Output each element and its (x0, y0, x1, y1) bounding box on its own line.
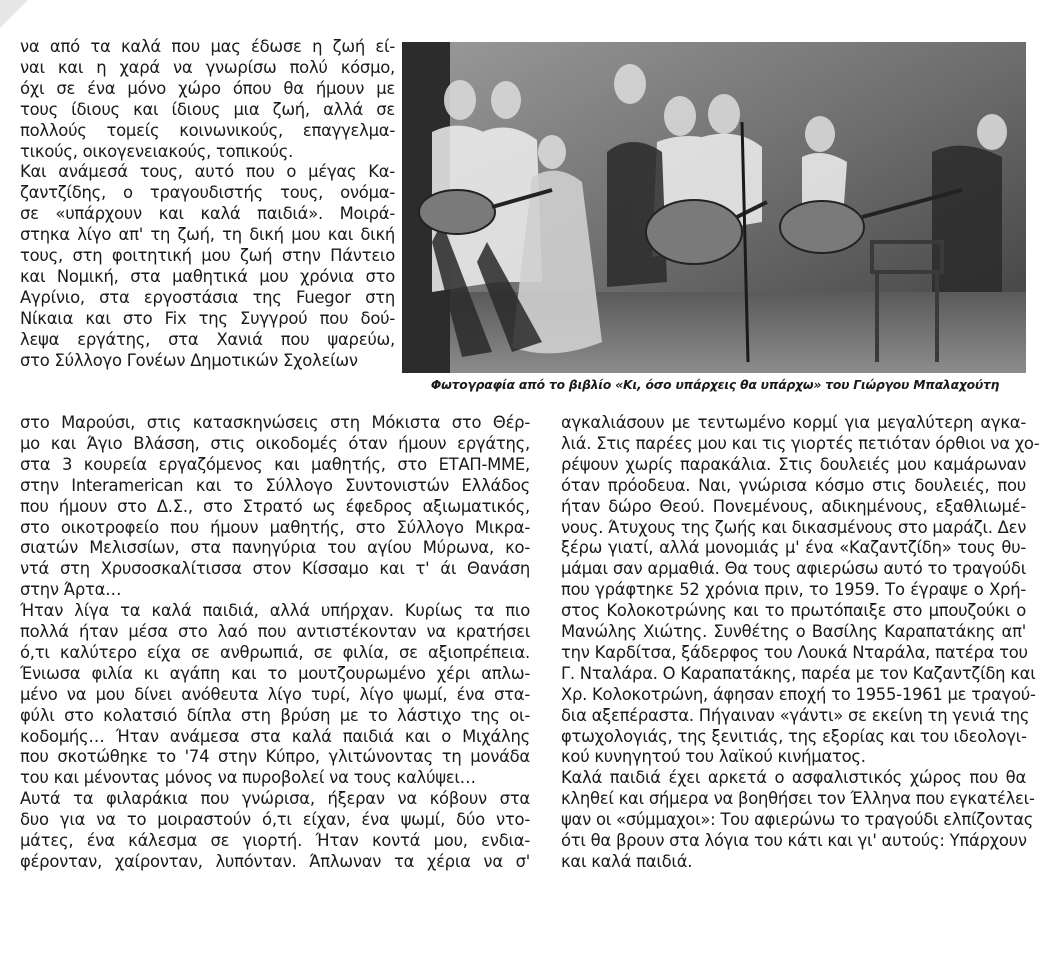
text-line: την Καρδίτσα, ξάδερφος του Λουκά Νταράλα, πατέρα του (561, 642, 1028, 662)
text-line: κοδομής… Ήταν ανάμεσα στα καλά παιδιά και ο Μιχάλης (20, 726, 530, 746)
text-line: στος Κολοκοτρώνης και το πρωτόπαιξε στο μπουζούκι ο (561, 601, 1026, 621)
text-line: Νίκαια και στο Fix της Συγγρού που δού- (20, 308, 395, 328)
text-line: στο οικοτροφείο που ήμουν μαθητής, στο Σύλλογο Μικρα- (20, 517, 530, 537)
text-line: στο Μαρούσι, στις κατασκηνώσεις στη Μόκιστα στο Θέρ- (20, 413, 530, 432)
text-line: ό,τι καλύτερο είχα σε ανθρωπιά, σε φιλία, σε αξιοπρέπεια. (20, 642, 530, 662)
text-line: Αγρίνιο, στα εργοστάσια της Fuegor στη (20, 287, 395, 307)
text-line: λεψα εργάτης, στα Χανιά που ψαρεύω, (20, 329, 395, 349)
group-photo (402, 42, 1026, 373)
text-line: Γ. Νταλάρα. Ο Καραπατάκης, παρέα με τον Καζαντζίδη και (561, 663, 1036, 683)
text-line: πολλά ήταν μέσα στο λαό που αντιστέκονταν να κρατήσει (20, 622, 530, 641)
text-line: Καλά παιδιά έχει αρκετά ο ασφαλιστικός χώρος που θα (561, 768, 1026, 788)
text-line: μάμαι σαν αρμαθιά. Θα τους αφιερώσω αυτό το τραγούδι (561, 559, 1026, 579)
text-line: στα 3 κουρεία εργαζόμενος και μαθητής, στο ΕΤΑΠ-ΜΜΕ, (20, 454, 530, 474)
text-line: μένο να μου δίνει ανόθευτα λίγο τυρί, λίγο ψωμί, ένα στα- (20, 684, 530, 704)
text-line: ότι θα βρουν στα λόγια του κάτι και γι' αυτούς: Υπάρχουν (561, 831, 1027, 850)
text-line: και Νομική, στα μαθητικά μου χρόνια στο (20, 266, 395, 286)
photo-caption: Φωτογραφία από το βιβλίο «Κι, όσο υπάρχεις θα υπάρχω» του Γιώργου Μπαλαχούτη (430, 378, 1000, 392)
text-line: μάτες, ένα κάλεσμα σε γιορτή. Ήταν κοντά μου, ενδια- (20, 831, 530, 850)
text-line: μο και Άγιο Βλάσση, στις οικοδομές όταν ήμουν εργάτης, (20, 433, 530, 453)
text-line: ξέρω γιατί, αλλά μονομιάς μ' ένα «Καζαντζίδη» τους θυ- (561, 538, 1026, 558)
text-line: Μανώλης Χιώτης. Συνθέτης ο Βασίλης Καραπατάκης απ' (561, 622, 1026, 641)
text-line: φέρονταν, χαίρονταν, λυπόνταν. Άπλωναν τα χέρια να σ' (20, 851, 530, 871)
text-line: του και μένοντας μόνος να πυροβολεί να τους καλύψει… (20, 768, 476, 788)
photo-illustration (402, 42, 1026, 373)
text-line: στην Interamerican και το Σύλλογο Συντονιστών Ελλάδος (20, 475, 530, 495)
text-line: να από τα καλά που μας έδωσε η ζωή εί- (20, 37, 395, 56)
text-line: τικούς, οικογενειακούς, τοπικούς. (20, 141, 294, 161)
text-line: φύλι στο κολατσιό δίπλα στη βρύση με το λάστιχο της οι- (20, 705, 530, 725)
text-line: Και ανάμεσά τους, αυτό που ο μέγας Κα- (20, 162, 395, 182)
text-line: Ένιωσα φιλία κι αγάπη και το μουτζουρωμένο χέρι απλω- (20, 663, 530, 683)
text-line: αγκαλιάσουν με τεντωμένο κορμί για μεγαλύτερη αγκα- (561, 413, 1026, 432)
text-line: ήταν δώρο Θεού. Πονεμένους, αδικημένους, εξαθλιωμέ- (561, 496, 1026, 516)
text-line: τους ίδιους και ίδιους μια ζωή, αλλά σε (20, 99, 395, 119)
text-line: κληθεί και σήμερα να βοηθήσει τον Έλληνα που εγκατέλει- (561, 789, 1035, 809)
text-line: όχι σε ένα μόνο χώρο όπου θα ήμουν με (20, 78, 395, 98)
text-line: σιατών Μελισσίων, στα πανηγύρια του αγίου Μύρωνα, κο- (20, 538, 530, 558)
text-line: δια αξεπέραστα. Πήγαιναν «γάντι» σε εκείνη τη γενιά της (561, 705, 1030, 725)
text-line: στο Σύλλογο Γονέων Δημοτικών Σχολείων (20, 350, 358, 370)
text-line: φτωχολογιάς, της ξενιτιάς, της εξορίας και του ιδεολογι- (561, 726, 1027, 746)
text-line: νους. Άτυχους της ζωής και δικασμένους στο μαράζι. Δεν (561, 517, 1027, 537)
corner-tab (0, 0, 28, 28)
text-line: Χρ. Κολοκοτρώνη, άφησαν εποχή το 1955-1961 με τραγού- (561, 684, 1036, 704)
text-line: ντά στη Χρυσοσκαλίτισσα στον Κίσσαμο και τ' άι Θανάση (20, 559, 530, 579)
text-line: λιά. Στις παρέες μου και τις γιορτές πετιόταν όρθιοι να χο- (561, 433, 1040, 453)
text-line: δυο για να το μοιραστούν ό,τι είχαν, ένα ψωμί, δύο ντο- (20, 810, 530, 830)
text-line: Αυτά τα φιλαράκια που γνώρισα, ήξεραν να κόβουν στα (20, 789, 530, 809)
text-line: ναι και η χαρά να γνωρίσω πολύ κόσμο, (20, 57, 395, 77)
text-line: τους, στη φοιτητική μου ζωή στην Πάντειο (20, 246, 395, 265)
text-line: σε «υπάρχουν και καλά παιδιά». Μοιρά- (20, 204, 395, 224)
text-line: που σκοτώθηκε το '74 στην Κύπρο, γλιτώνοντας τη μονάδα (20, 747, 530, 767)
text-line: ψαν οι «σύμμαχοι»: Του αφιερώνω το τραγούδι ελπίζοντας (561, 810, 1034, 830)
text-line: που ήμουν στο Δ.Σ., στο Στρατό ως έφεδρος αξιωματικός, (20, 496, 530, 516)
text-line: στηκα λίγο απ' τη ζωή, τη δική μου και δική (20, 225, 395, 245)
text-line: ζαντζίδης, ο τραγουδιστής τους, ονόμα- (20, 183, 395, 203)
text-line: κού κυνηγητού του λαϊκού κινήματος. (561, 747, 866, 767)
text-line: και καλά παιδιά. (561, 851, 693, 871)
text-line: όταν πρόοδευα. Ναι, γνώρισα κόσμο στις δουλειές, που (561, 475, 1026, 495)
text-line: Ήταν λίγα τα καλά παιδιά, αλλά υπήρχαν. Κυρίως τα πιο (20, 601, 530, 621)
text-line: ρέψουν χωρίς παρακάλια. Στις δουλειές μου καμάρωναν (561, 454, 1026, 474)
text-line: πολλούς τομείς κοινωνικούς, επαγγελμα- (20, 120, 395, 140)
text-line: που γράφτηκε 52 χρόνια πριν, το 1959. Το έγραψε ο Χρή- (561, 580, 1026, 600)
text-line: στην Άρτα… (20, 580, 122, 600)
